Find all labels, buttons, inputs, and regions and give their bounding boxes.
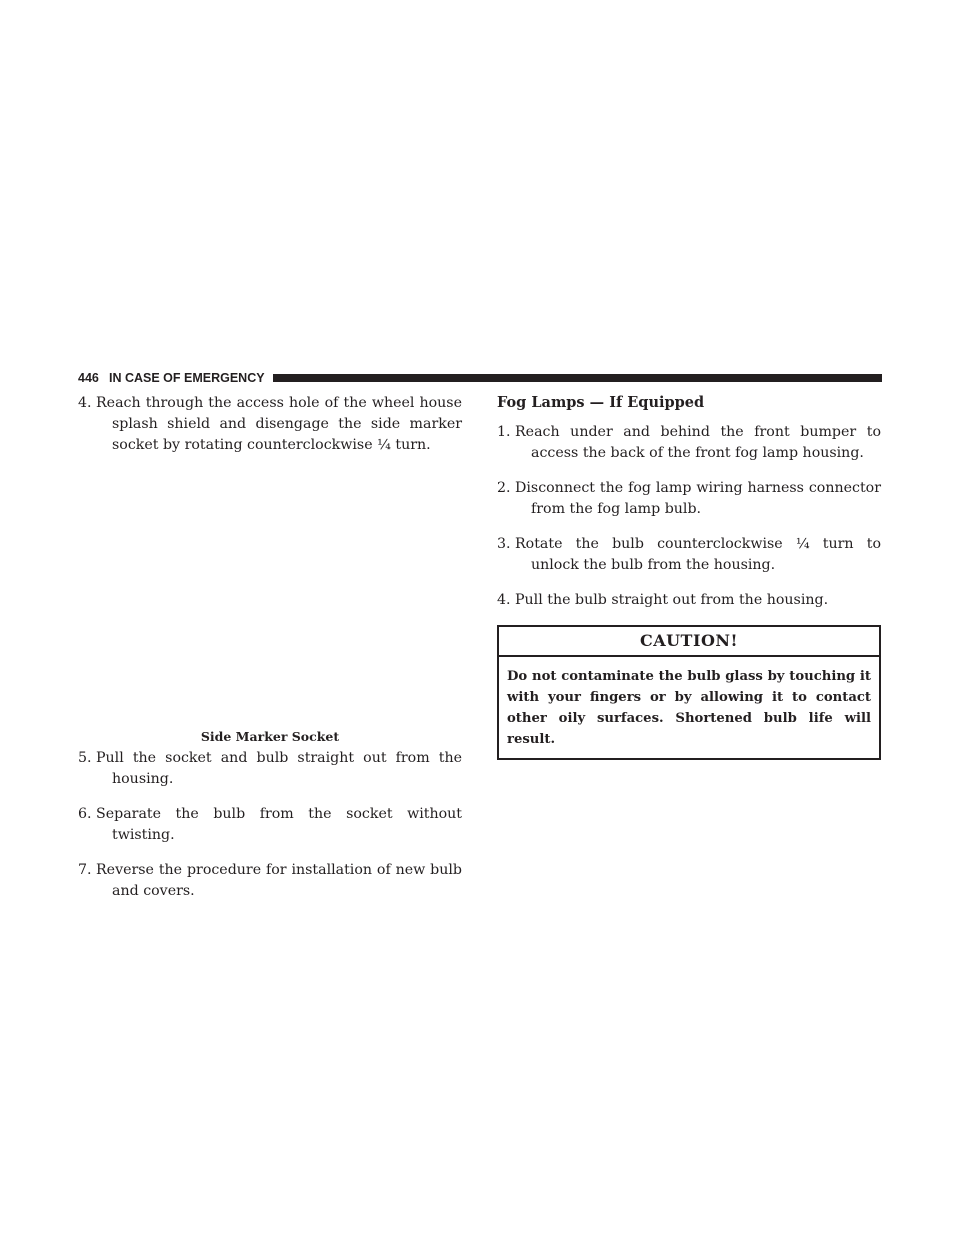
left-column [78,393,462,916]
step-text: Separate the bulb from the socket without twisting. [96,806,462,843]
step-number: 7. [78,862,92,878]
fog-lamps-heading: Fog Lamps — If Equipped [497,394,705,411]
step-5-left [78,748,462,790]
step-text: Reach under and behind the front bumper to access the back of the front fog lamp housing. [515,424,881,461]
step-number: 2. [497,480,511,496]
caution-box [497,625,881,760]
step-text: Reverse the procedure for installation of new bulb and covers. [96,862,462,899]
step-text: Pull the socket and bulb straight out from the housing. [96,750,462,787]
side-marker-figure [78,470,462,748]
step-text: Rotate the bulb counterclockwise ¼ turn to unlock the bulb from the housing. [515,536,881,573]
step-text: Pull the bulb straight out from the housing. [515,592,829,608]
step-4-left [78,393,462,456]
figure-caption: Side Marker Socket [200,729,340,744]
step-1-right [497,422,881,464]
page-header [78,371,882,385]
step-number: 1. [497,424,511,440]
page-number: 446 [78,371,99,385]
step-number: 3. [497,536,511,552]
step-4-right [497,590,881,611]
step-2-right [497,478,881,520]
step-number: 5. [78,750,92,766]
caution-body: Do not contaminate the bulb glass by touching it with your fingers or by allowing it to contact other oily surfaces. Shortened bulb life will result. [507,669,871,747]
step-3-right [497,534,881,576]
step-6-left [78,804,462,846]
step-number: 4. [497,592,511,608]
step-text: Disconnect the fog lamp wiring harness connector from the fog lamp bulb. [515,480,881,517]
step-text: Reach through the access hole of the wheel house splash shield and disengage the side marker socket by rotating counterclockwise ¼ turn. [96,395,462,453]
caution-title: CAUTION! [499,627,879,657]
section-title: IN CASE OF EMERGENCY [109,371,265,385]
step-7-left [78,860,462,902]
step-number: 6. [78,806,92,822]
step-number: 4. [78,395,92,411]
right-column [497,393,881,760]
header-rule [273,374,882,382]
